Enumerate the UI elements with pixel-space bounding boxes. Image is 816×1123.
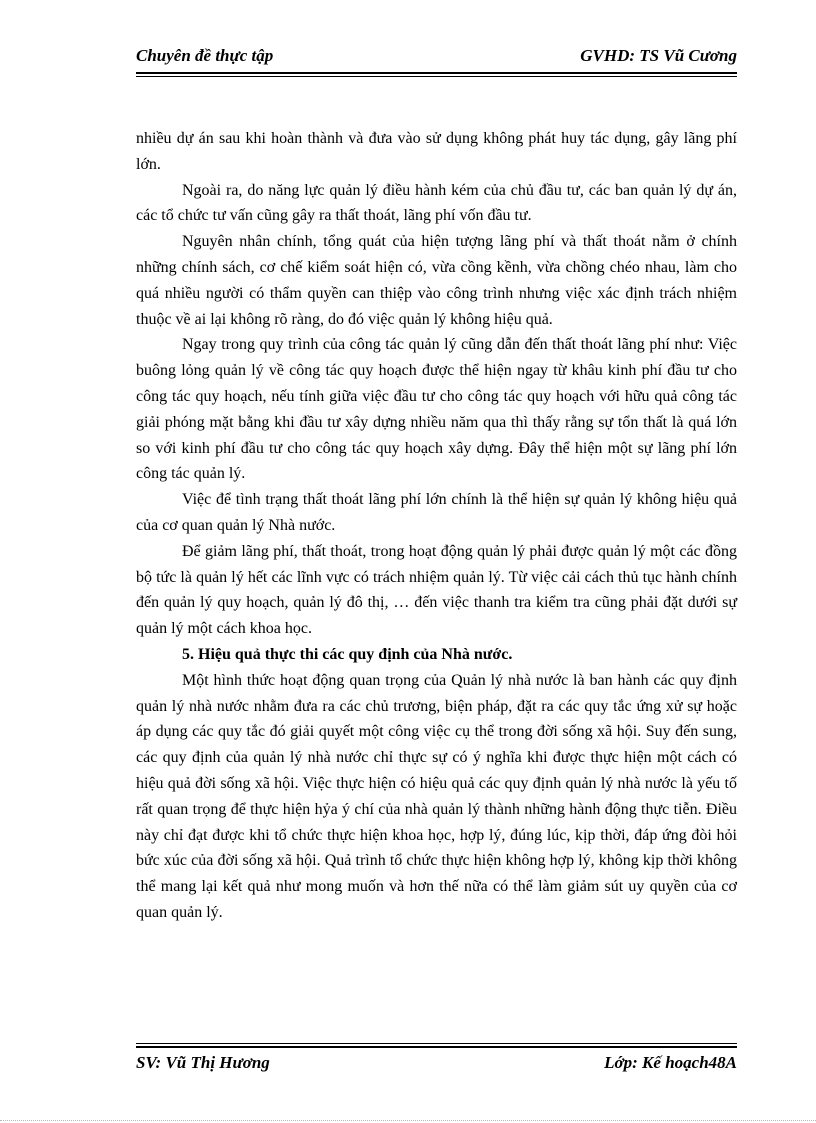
page-edge-divider: [0, 1120, 816, 1121]
page-header: [136, 46, 737, 66]
header-double-rule: [136, 72, 737, 77]
header-supervisor: GVHD: TS Vũ Cương: [580, 46, 737, 65]
paragraph-3: Nguyên nhân chính, tổng quát của hiện tượng lãng phí và thất thoát nằm ở chính những chính sách, cơ chế kiểm soát hiện có, vừa cồng kềnh, vừa chồng chéo nhau, làm cho quá nhiều người có thẩm quyền can thiệp vào công trình nhưng việc xác định trách nhiệm thuộc về ai lại không rõ ràng, do đó việc quản lý không hiệu quả.: [136, 233, 737, 328]
section-heading: 5. Hiệu quả thực thi các quy định của Nhà nước.: [182, 645, 513, 663]
page-footer: [136, 1053, 737, 1073]
header-report-title: Chuyên đề thực tập: [136, 46, 274, 65]
footer-class: Lớp: Kế hoạch48A: [604, 1053, 737, 1072]
paragraph-5: Việc để tình trạng thất thoát lãng phí lớn chính là thể hiện sự quản lý không hiệu quả của cơ quan quản lý Nhà nước.: [136, 491, 737, 534]
paragraph-6: Để giảm lãng phí, thất thoát, trong hoạt động quản lý phải được quản lý một các đồng bộ tức là quản lý hết các lĩnh vực có trách nhiệm quản lý. Từ việc cải cách thủ tục hành chính đến quản lý quy hoạch, quản lý đô thị, … đến việc thanh tra kiểm tra cũng phải đặt dưới sự quản lý một cách khoa học.: [136, 542, 737, 638]
footer-double-rule: [136, 1043, 737, 1048]
paragraph-7: Một hình thức hoạt động quan trọng của Quản lý nhà nước là ban hành các quy định quản lý nhà nước nhằm đưa ra các chủ trương, biện pháp, đặt ra các quy tắc ứng xử sự hoặc áp dụng các quy tắc đó giải quyết một công việc cụ thể trong đời sống xã hội. Suy đến sung, các quy định của quản lý nhà nước chỉ thực sự có ý nghĩa khi được thực hiện một cách có hiệu quả đời sống xã hội. Việc thực hiện có hiệu quả các quy định quản lý nhà nước là yếu tố rất quan trọng để thực hiện hỷa ý chí của nhà quản lý thành những hành động thực tiễn. Điều này chỉ đạt được khi tổ chức thực hiện khoa học, hợp lý, đúng lúc, kịp thời, đáp ứng đòi hỏi bức xúc của đời sống xã hội. Quả trình tổ chức thực hiện không hợp lý, không kịp thời không thể mang lại kết quả như mong muốn và hơn thế nữa có thể làm giảm sút uy quyền của cơ quan quản lý.: [136, 671, 737, 921]
footer-student-name: SV: Vũ Thị Hương: [136, 1053, 270, 1072]
paragraph-4: Ngay trong quy trình của công tác quản lý cũng dẫn đến thất thoát lãng phí như: Việc buông lỏng quản lý về công tác quy hoạch được thể hiện ngay từ khâu kinh phí đầu tư cho công tác quy hoạch, nếu tính giữa việc đầu tư cho công tác quy hoạch với hữu quả công tác giải phóng mặt bằng khi đầu tư xây dựng nhiều năm qua thì thấy rằng sự tổn thất là quá lớn so với kinh phí đầu tư cho công tác quy hoạch xây dựng. Đây thể hiện một sự lãng phí lớn công tác quản lý.: [136, 336, 737, 483]
document-body: [136, 126, 737, 926]
paragraph-1: nhiều dự án sau khi hoàn thành và đưa vào sử dụng không phát huy tác dụng, gây lãng phí lớn.: [136, 130, 737, 173]
paragraph-2: Ngoài ra, do năng lực quản lý điều hành kém của chủ đầu tư, các ban quản lý dự án, các tổ chức tư vấn cũng gây ra thất thoát, lãng phí vốn đầu tư.: [136, 181, 737, 225]
